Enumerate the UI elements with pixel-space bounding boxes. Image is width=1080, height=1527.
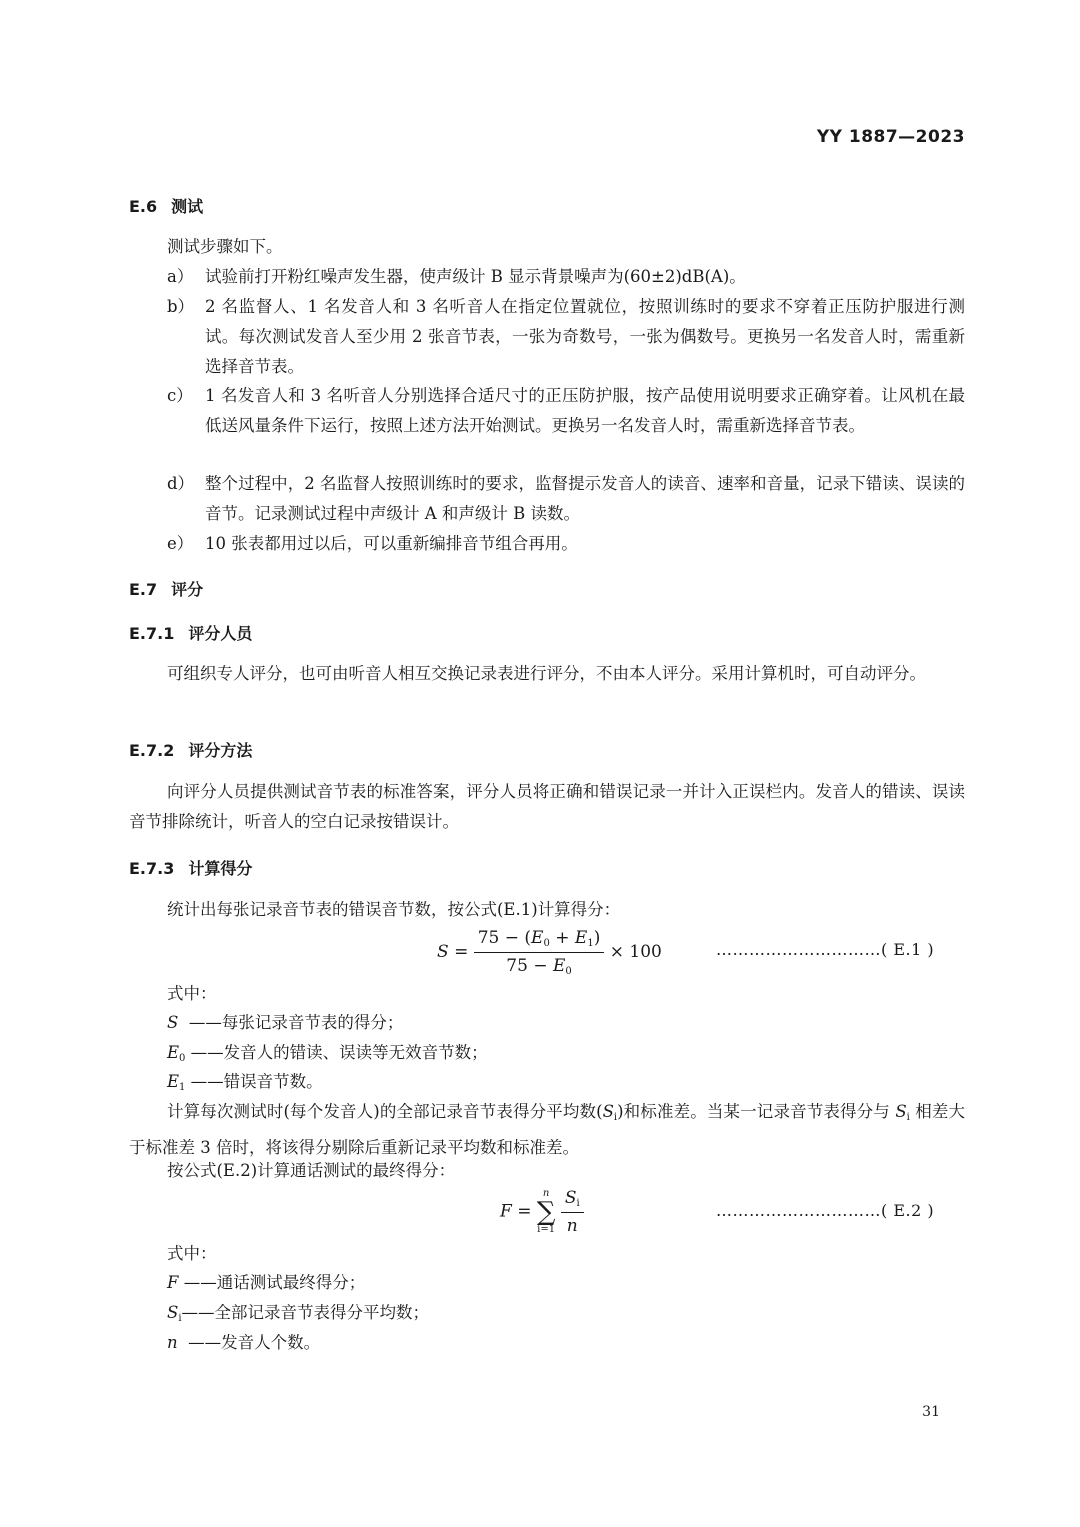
formula-times: × 100	[609, 942, 662, 962]
fraction-numerator	[474, 928, 605, 953]
e6-intro: 测试步骤如下。	[167, 237, 283, 256]
formula-equals: =	[454, 942, 469, 962]
list-marker: c）	[167, 386, 193, 405]
def-dash: ——	[181, 1303, 215, 1322]
fraction-numerator	[561, 1188, 584, 1213]
list-marker: e）	[167, 534, 194, 553]
formula-e1	[437, 928, 662, 977]
where-label: 式中：	[167, 1244, 217, 1263]
def-subscript: i	[178, 1313, 182, 1324]
symbol-s: S	[602, 1102, 614, 1121]
formula-lhs: S	[437, 942, 449, 962]
numerator-text: 75 − (	[477, 928, 532, 948]
list-item-a	[167, 262, 965, 292]
average-paragraph	[129, 1097, 965, 1163]
where-label: 式中：	[167, 984, 217, 1003]
list-item-d	[167, 469, 965, 529]
list-text: 2 名监督人、1 名发音人和 3 名听音人在指定位置就位，按照训练时的要求不穿着正压防护服进行测试。每次测试发音人至少用 2 张音节表，一张为奇数号，一张为偶数号。更换另一名发音人时，需重新选择音节表。	[205, 297, 965, 376]
formula-e2	[500, 1188, 584, 1236]
heading-e7	[129, 577, 203, 600]
heading-title: 评分	[171, 580, 204, 599]
def-symbol: E	[167, 1043, 180, 1062]
def-symbol: F	[167, 1273, 179, 1292]
list-item-e	[167, 529, 965, 559]
subscript: 0	[565, 966, 572, 977]
close-paren: )	[593, 928, 601, 948]
denominator-text: 75 −	[506, 956, 553, 976]
def-text: 通话测试最终得分；	[216, 1273, 366, 1292]
subscript: i	[576, 1198, 580, 1209]
def-dash: ——	[190, 1072, 224, 1091]
fraction-denominator	[474, 953, 605, 977]
heading-number: E.7	[129, 580, 158, 599]
def-text: 发音人的错读、误读等无效音节数；	[223, 1043, 488, 1062]
def-symbol: S	[167, 1303, 179, 1322]
subscript: 0	[543, 938, 550, 949]
e71-paragraph: 可组织专人评分，也可由听音人相互交换记录表进行评分，不由本人评分。采用计算机时，可自动评分。	[167, 664, 926, 683]
e72-paragraph: 向评分人员提供测试音节表的标准答案，评分人员将正确和错误记录一并计入正误栏内。发音人的错读、误读音节排除统计，听音人的空白记录按错误计。	[129, 782, 965, 831]
var-e: E	[531, 928, 544, 948]
list-text: 试验前打开粉红噪声发生器，使声级计 B 显示背景噪声为(60±2)dB(A)。	[205, 267, 746, 286]
list-text: 10 张表都用过以后，可以重新编排音节组合再用。	[205, 534, 578, 553]
def-dash: ——	[183, 1273, 217, 1292]
heading-number: E.6	[129, 197, 158, 216]
def-text: 每张记录音节表的得分；	[221, 1013, 404, 1032]
para-text-c: 相差大于标准差 3 倍时，将该得分剔除后重新记录平均数和标准差。	[129, 1102, 965, 1157]
def-dash: ——	[188, 1333, 222, 1352]
heading-number: E.7.2	[129, 741, 175, 760]
list-marker: d）	[167, 474, 195, 493]
formula-equals: =	[517, 1201, 532, 1222]
list-item-c	[167, 381, 965, 441]
heading-e72	[129, 738, 252, 761]
e73-intro2: 按公式(E.2)计算通话测试的最终得分：	[167, 1161, 456, 1180]
def-dash: ——	[188, 1013, 222, 1032]
subscript: 1	[587, 938, 594, 949]
formula-lhs: F	[500, 1201, 512, 1222]
def-dash: ——	[190, 1043, 224, 1062]
list-text: 整个过程中，2 名监督人按照训练时的要求，监督提示发音人的读音、速率和音量，记录下错读、误读的音节。记录测试过程中声级计 A 和声级计 B 读数。	[205, 474, 965, 523]
heading-e71	[129, 621, 252, 644]
def-symbol: E	[167, 1072, 180, 1091]
heading-e73	[129, 856, 252, 879]
heading-title: 测试	[171, 197, 204, 216]
heading-title: 评分人员	[188, 624, 253, 643]
def-subscript: 1	[179, 1082, 186, 1093]
heading-title: 评分方法	[188, 741, 253, 760]
list-marker: a）	[167, 267, 194, 286]
heading-title: 计算得分	[188, 859, 253, 878]
equation-number-e2: …………………………( E.2 )	[716, 1201, 935, 1220]
list-text: 1 名发音人和 3 名听音人分别选择合适尺寸的正压防护服，按产品使用说明要求正确穿着。让风机在最低送风量条件下运行，按照上述方法开始测试。更换另一名发音人时，需重新选择音节表。	[205, 386, 965, 435]
subscript-i: i	[906, 1112, 910, 1123]
sigma-glyph: ∑	[536, 1197, 556, 1227]
subscript-i: i	[613, 1112, 618, 1123]
definition-n	[167, 1328, 320, 1364]
def-subscript: 0	[179, 1053, 186, 1064]
def-text: 发音人个数。	[221, 1333, 321, 1352]
sigma-upper: n	[542, 1188, 550, 1199]
page-number: 31	[922, 1404, 940, 1420]
list-marker: b）	[167, 297, 195, 316]
def-text: 全部记录音节表得分平均数；	[214, 1303, 430, 1322]
equation-number-e1: …………………………( E.1 )	[716, 940, 935, 959]
sigma-symbol	[537, 1189, 556, 1235]
heading-number: E.7.3	[129, 859, 175, 878]
var-e: E	[574, 928, 588, 948]
symbol-s: S	[895, 1102, 907, 1121]
def-symbol: n	[167, 1333, 178, 1352]
heading-e6	[129, 194, 203, 217]
standard-code: YY 1887—2023	[816, 127, 965, 147]
formula-fraction	[474, 928, 605, 977]
formula-fraction	[561, 1188, 584, 1236]
var-e: E	[552, 956, 566, 976]
def-symbol: S	[167, 1013, 179, 1032]
para-text-a: 计算每次测试时(每个发音人)的全部记录音节表得分平均数(	[167, 1102, 603, 1121]
fraction-denominator: n	[566, 1216, 578, 1236]
sigma-lower: i=1	[537, 1224, 556, 1235]
list-item-b	[167, 292, 965, 382]
heading-number: E.7.1	[129, 624, 175, 643]
para-text-b: )和标准差。当某一记录音节表得分与	[617, 1102, 896, 1121]
def-text: 错误音节数。	[223, 1072, 323, 1091]
var-s: S	[564, 1188, 577, 1208]
e73-intro: 统计出每张记录音节表的错误音节数，按公式(E.1)计算得分：	[167, 900, 621, 919]
plus-sign: +	[549, 928, 575, 948]
